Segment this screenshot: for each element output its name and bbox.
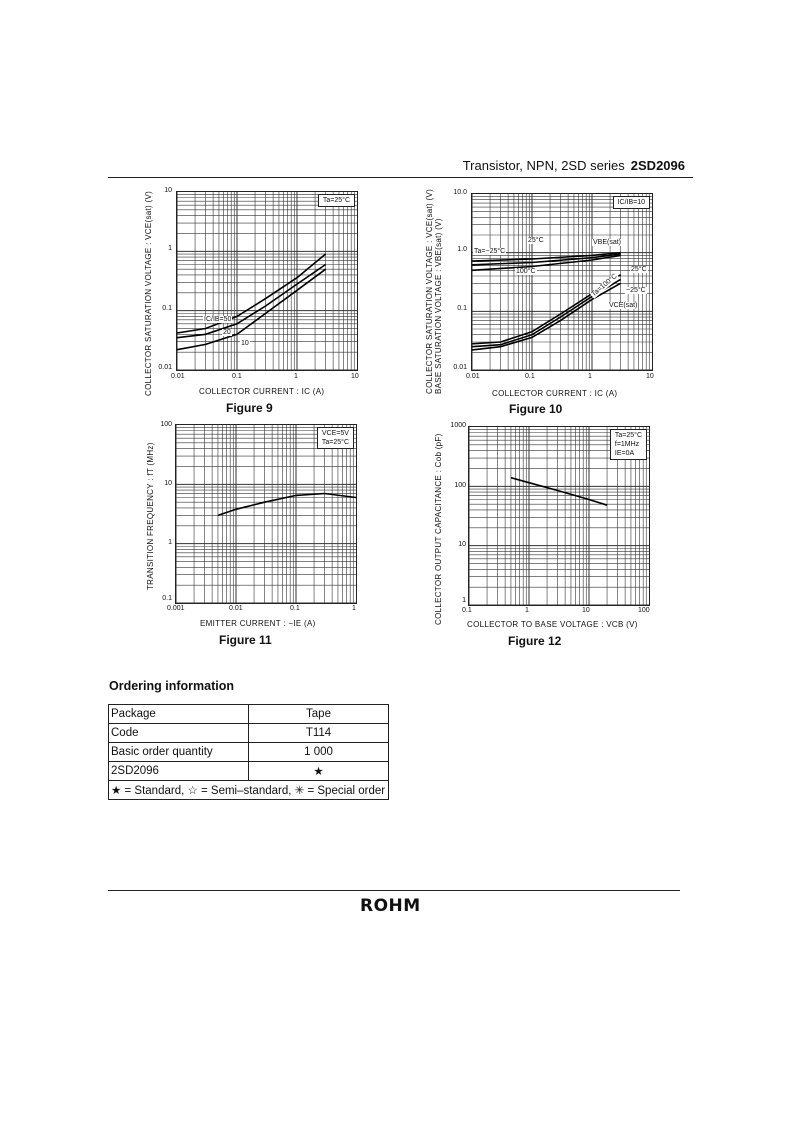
fig12-legend-line: IE=0A [614,450,635,457]
fig12-ytick: 1000 [450,422,466,429]
table-cell: Code [109,724,249,743]
fig12-ytick: 10 [458,541,466,548]
fig12-xtick: 1 [525,607,529,614]
fig12-legend [610,429,647,460]
fig10-ytick: 10.0 [453,189,467,196]
fig-plot-svg [176,425,356,603]
table-cell: T114 [249,724,389,743]
fig10-note: 25°C [528,237,544,244]
table-cell: 1 000 [249,743,389,762]
header-rule [108,177,693,178]
fig10-plot [471,193,653,371]
table-cell: Basic order quantity [109,743,249,762]
fig11-xtick: 0.1 [290,605,300,612]
fig11-plot [175,424,357,604]
fig10-note: 25°C [631,266,647,273]
fig10-ytick: 1.0 [457,246,467,253]
fig11-ytick: 10 [164,480,172,487]
fig10-caption: Figure 10 [509,402,563,416]
fig10-note: 100°C [516,268,536,275]
fig10-xtick: 0.01 [466,373,480,380]
rohm-logo: ROHM [360,896,421,916]
fig9-xtick: 1 [294,373,298,380]
fig9-xtick: 10 [351,373,359,380]
table-row [109,743,389,762]
fig10-ylabel2: BASE SATURATION VOLTAGE : VBE(sat) (V) [434,218,443,394]
fig9-note: 20 [223,329,231,336]
fig12-legend-line: f=1MHz [614,441,640,448]
table-row [109,781,389,800]
fig10-note: VBE(sat) [593,239,622,246]
fig9-plot [176,191,358,371]
fig10-xtick: 1 [588,373,592,380]
series-line [177,265,326,338]
table-cell: Package [109,705,249,724]
fig12-plot [468,426,650,606]
fig10-xlabel: COLLECTOR CURRENT : IC (A) [492,389,618,398]
fig12-caption: Figure 12 [508,634,562,648]
fig9-legend: Ta=25°C [318,194,355,207]
fig9-xtick: 0.01 [171,373,185,380]
table-row [109,724,389,743]
fig-plot-svg [177,192,357,370]
fig9-note: IC/IB=50 [204,316,232,323]
fig9-ylabel: COLLECTOR SATURATION VOLTAGE : VCE(sat) (V) [144,190,153,396]
fig12-xtick: 0.1 [462,607,472,614]
fig12-xlabel: COLLECTOR TO BASE VOLTAGE : VCB (V) [467,620,638,629]
fig11-xtick: 1 [352,605,356,612]
footer-rule [108,890,680,891]
fig11-xtick: 0.01 [229,605,243,612]
fig11-legend-line: Ta=25°C [321,439,349,446]
fig11-legend-line: VCE=5V [321,430,349,437]
series-line [511,478,607,506]
fig10-note: −25°C [626,287,646,294]
table-row [109,705,389,724]
fig12-ytick: 100 [454,482,466,489]
series-line [177,254,326,333]
table-cell: 2SD2096 [109,762,249,781]
fig10-ytick: 0.1 [457,305,467,312]
fig9-ytick: 0.01 [158,364,172,371]
fig10-ytick: 0.01 [453,364,467,371]
fig10-note: Ta=100°C [590,272,619,299]
fig10-ylabel: COLLECTOR SATURATION VOLTAGE : VCE(sat) (V) [425,188,434,394]
fig9-caption: Figure 9 [226,401,273,415]
fig10-legend: IC/IB=10 [613,196,650,209]
fig12-xtick: 10 [582,607,590,614]
fig12-xtick: 100 [638,607,650,614]
fig9-xlabel: COLLECTOR CURRENT : IC (A) [199,387,325,396]
ordering-title: Ordering information [109,679,234,693]
ordering-footnote: ★ = Standard, ☆ = Semi–standard, ✳ = Special order [109,781,389,800]
header-series: Transistor, NPN, 2SD series [462,158,625,173]
table-row [109,762,389,781]
header-part-number: 2SD2096 [630,158,685,173]
series-line [177,269,326,350]
fig12-ytick: 1 [462,597,466,604]
fig11-ylabel: TRANSITION FREQUENCY : fT (MHz) [146,442,155,590]
fig11-xlabel: EMITTER CURRENT : −IE (A) [200,619,316,628]
table-cell: ★ [249,762,389,781]
fig9-ytick: 1 [168,245,172,252]
table-cell: Tape [249,705,389,724]
fig10-note: Ta=−25°C [474,248,506,255]
fig11-caption: Figure 11 [219,633,272,647]
fig11-legend [317,427,354,449]
fig11-ytick: 100 [160,421,172,428]
fig-plot-svg [472,194,652,370]
fig12-ylabel: COLLECTOR OUTPUT CAPACITANCE : Cob (pF) [434,433,443,625]
fig10-note: VCE(sat) [609,302,638,309]
page-header [0,158,685,173]
fig10-xtick: 0.1 [525,373,535,380]
fig11-ytick: 1 [168,539,172,546]
ordering-table [108,704,389,800]
fig9-ytick: 0.1 [162,305,172,312]
fig11-ytick: 0.1 [162,595,172,602]
fig11-xtick: 0.001 [167,605,185,612]
fig9-note: 10 [241,340,249,347]
fig10-xtick: 10 [646,373,654,380]
fig12-legend-line: Ta=25°C [614,432,642,439]
fig9-ytick: 10 [164,187,172,194]
fig9-xtick: 0.1 [232,373,242,380]
